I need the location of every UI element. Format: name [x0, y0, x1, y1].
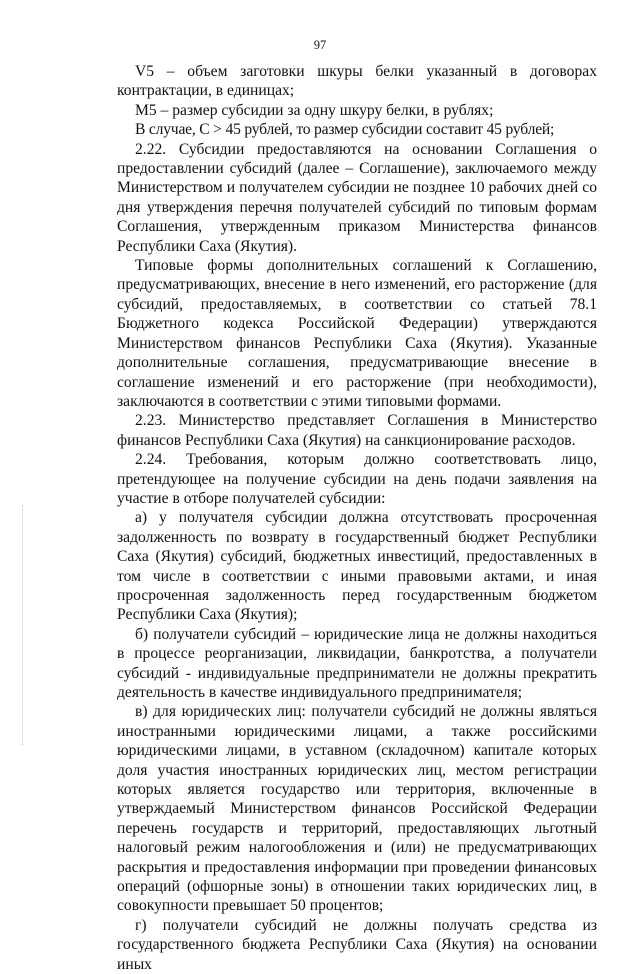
paragraph-2-24: 2.24. Требования, которым должно соответствовать лицо, претендующее на получение субсидии на день подачи заявления на участие в отборе получателей субсидии: — [117, 451, 597, 507]
paragraph-v5-definition: V5 – объем заготовки шкуры белки указанный в договорах контрактации, в единицах; — [117, 63, 597, 100]
paragraph-m5-definition: M5 – размер субсидии за одну шкуру белки, в рублях; — [135, 101, 494, 119]
paragraph-item-g: г) получатели субсидий не должны получать средства из государственного бюджета Республики Саха (Якутия) на основании иных — [117, 916, 597, 973]
document-body — [117, 62, 597, 974]
paragraph-2-22: 2.22. Субсидии предоставляются на основании Соглашения о предоставлении субсидий (далее – Соглашение), заключаемого между Министерством и получателем субсидии не позднее 10 рабочих дней со дня утверждения перечня получателей субсидий по типовым формам Соглашения, утвержденным приказом Министерства финансов Республики Саха (Якутия). — [117, 140, 597, 255]
paragraph-item-b: б) получатели субсидий – юридические лица не должны находиться в процессе реорганизации, ликвидации, банкротства, а получатели субсидий - индивидуальные предприниматели не должны прекратить деятельность в качестве индивидуального предпринимателя; — [117, 625, 597, 701]
scan-margin-mark — [22, 505, 24, 745]
page-number: 97 — [313, 38, 327, 52]
paragraph-subsidy-cap: В случае, C > 45 рублей, то размер субсидии составит 45 рублей; — [135, 121, 555, 139]
paragraph-additional-agreements: Типовые формы дополнительных соглашений к Соглашению, предусматривающих, внесение в него изменений, его расторжение (для субсидий, предоставляемых, в соответствии со статьей 78.1 Бюджетного кодекса Российской Федерации) утверждаются Министерством финансов Республики Саха (Якутия). Указанные дополнительные соглашения, предусматривающие внесение в соглашение изменений и его расторжение (при необходимости), заключаются в соответствии с этими типовыми формами. — [117, 257, 597, 410]
paragraph-item-a: а) у получателя субсидии должна отсутствовать просроченная задолженность по возврату в государственный бюджет Республики Саха (Якутия) субсидий, бюджетных инвестиций, предоставленных в том числе в соответствии с иными правовыми актами, и иная просроченная задолженность перед государственным бюджетом Республики Саха (Якутия); — [117, 509, 597, 624]
paragraph-2-23: 2.23. Министерство представляет Соглашения в Министерство финансов Республики Саха (Якутия) на санкционирование расходов. — [117, 412, 597, 449]
paragraph-item-v: в) для юридических лиц: получатели субсидий не должны являться иностранными юридическими лицами, а также российскими юридическими лицами, в уставном (складочном) капитале которых доля участия иностранных юридических лиц, местом регистрации которых является государство или территория, включенные в утверждаемый Министерством финансов Российской Федерации перечень государств и территорий, предоставляющих льготный налоговый режим налогообложения и (или) не предусматривающих раскрытия и предоставления информации при проведении финансовых операций (офшорные зоны) в отношении таких юридических лиц, в совокупности превышает 50 процентов; — [117, 703, 597, 915]
